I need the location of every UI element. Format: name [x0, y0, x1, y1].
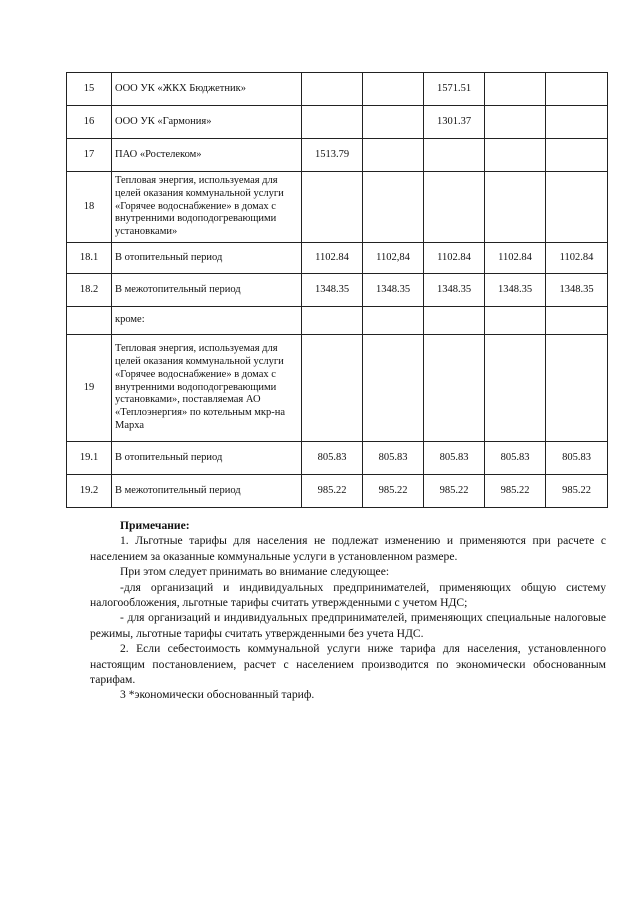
tariff-value: 805.83	[302, 442, 363, 475]
row-name: Тепловая энергия, используемая для целей оказания коммунальной услуги «Горячее водоснабжение» в домах с внутренними водоподогревающими установками»	[112, 172, 302, 243]
tariff-value	[546, 106, 608, 139]
note-vat-intro: При этом следует принимать во внимание следующее:	[120, 565, 390, 579]
tariff-value: 1348.35	[546, 274, 608, 307]
row-number: 19.1	[67, 442, 112, 475]
tariff-value: 1102.84	[302, 243, 363, 274]
row-number	[67, 307, 112, 335]
table-row	[67, 172, 608, 243]
tariff-value: 985.22	[546, 475, 608, 508]
tariff-value: 1513.79	[302, 139, 363, 172]
row-name: ПАО «Ростелеком»	[112, 139, 302, 172]
row-number: 18.2	[67, 274, 112, 307]
table-row	[67, 274, 608, 307]
row-number: 18.1	[67, 243, 112, 274]
tariff-value	[485, 139, 546, 172]
tariff-value: 1348.35	[302, 274, 363, 307]
tariff-value: 1102.84	[546, 243, 608, 274]
tariff-value	[363, 335, 424, 442]
tariff-value	[485, 172, 546, 243]
notes-section	[90, 518, 606, 703]
tariff-value: 1301.37	[424, 106, 485, 139]
tariff-value: 1102,84	[363, 243, 424, 274]
row-number: 19.2	[67, 475, 112, 508]
tariff-value: 1348.35	[424, 274, 485, 307]
row-name: В отопительный период	[112, 243, 302, 274]
tariff-value: 1102.84	[485, 243, 546, 274]
tariff-value	[363, 307, 424, 335]
tariff-value: 805.83	[424, 442, 485, 475]
note-special-tax: - для организаций и индивидуальных предпринимателей, применяющих специальные налоговые режимы, льготные тарифы считать утвержденными без учета НДС.	[90, 611, 606, 640]
table-row	[67, 243, 608, 274]
table-row	[67, 442, 608, 475]
tariff-value: 1348.35	[363, 274, 424, 307]
tariff-value	[546, 139, 608, 172]
tariff-value	[485, 106, 546, 139]
tariff-value	[485, 73, 546, 106]
table-row	[67, 139, 608, 172]
tariff-value	[424, 172, 485, 243]
table-row	[67, 475, 608, 508]
tariff-value: 805.83	[363, 442, 424, 475]
tariff-value	[302, 106, 363, 139]
tariff-value: 1571.51	[424, 73, 485, 106]
tariff-value: 805.83	[485, 442, 546, 475]
row-name: Тепловая энергия, используемая для целей оказания коммунальной услуги «Горячее водоснабжение» в домах с внутренними водоподогревающими установками», поставляемая АО «Теплоэнергия» по котельным мкр-на Марха	[112, 335, 302, 442]
tariff-value	[485, 307, 546, 335]
table-row	[67, 73, 608, 106]
tariff-value	[546, 73, 608, 106]
tariff-value	[424, 307, 485, 335]
tariff-table	[66, 72, 608, 508]
note-3: 3 *экономически обоснованный тариф.	[120, 688, 315, 702]
row-name: ООО УК «ЖКХ Бюджетник»	[112, 73, 302, 106]
row-number: 15	[67, 73, 112, 106]
row-number: 17	[67, 139, 112, 172]
tariff-value	[363, 139, 424, 172]
row-number: 19	[67, 335, 112, 442]
row-name: В межотопительный период	[112, 475, 302, 508]
tariff-value	[363, 73, 424, 106]
row-name: кроме:	[112, 307, 302, 335]
tariff-value	[302, 73, 363, 106]
tariff-value	[546, 335, 608, 442]
tariff-value	[302, 335, 363, 442]
tariff-value	[363, 106, 424, 139]
notes-title: Примечание:	[120, 519, 190, 532]
tariff-value: 1348.35	[485, 274, 546, 307]
tariff-value	[546, 307, 608, 335]
row-name: В отопительный период	[112, 442, 302, 475]
tariff-value	[363, 172, 424, 243]
tariff-value	[302, 172, 363, 243]
table-row	[67, 106, 608, 139]
tariff-value	[302, 307, 363, 335]
table-row	[67, 307, 608, 335]
tariff-value: 985.22	[424, 475, 485, 508]
row-number: 16	[67, 106, 112, 139]
row-name: В межотопительный период	[112, 274, 302, 307]
row-name: ООО УК «Гармония»	[112, 106, 302, 139]
row-number: 18	[67, 172, 112, 243]
tariff-value	[424, 335, 485, 442]
tariff-value	[485, 335, 546, 442]
note-general-tax: -для организаций и индивидуальных предпринимателей, применяющих общую систему налогообложения, льготные тарифы считать утвержденными с учетом НДС;	[90, 580, 606, 610]
note-2: 2. Если себестоимость коммунальной услуги ниже тарифа для населения, установленного настоящим постановлением, расчет с населением производится по экономически обоснованным тарифам.	[90, 642, 606, 687]
tariff-value: 985.22	[485, 475, 546, 508]
note-1: 1. Льготные тарифы для населения не подлежат изменению и применяются при расчете с населением за оказанные коммунальные услуги в установленном размере.	[90, 534, 606, 563]
tariff-value: 985.22	[363, 475, 424, 508]
tariff-value: 1102.84	[424, 243, 485, 274]
tariff-value: 805.83	[546, 442, 608, 475]
tariff-value	[424, 139, 485, 172]
tariff-value: 985.22	[302, 475, 363, 508]
tariff-value	[546, 172, 608, 243]
table-row	[67, 335, 608, 442]
